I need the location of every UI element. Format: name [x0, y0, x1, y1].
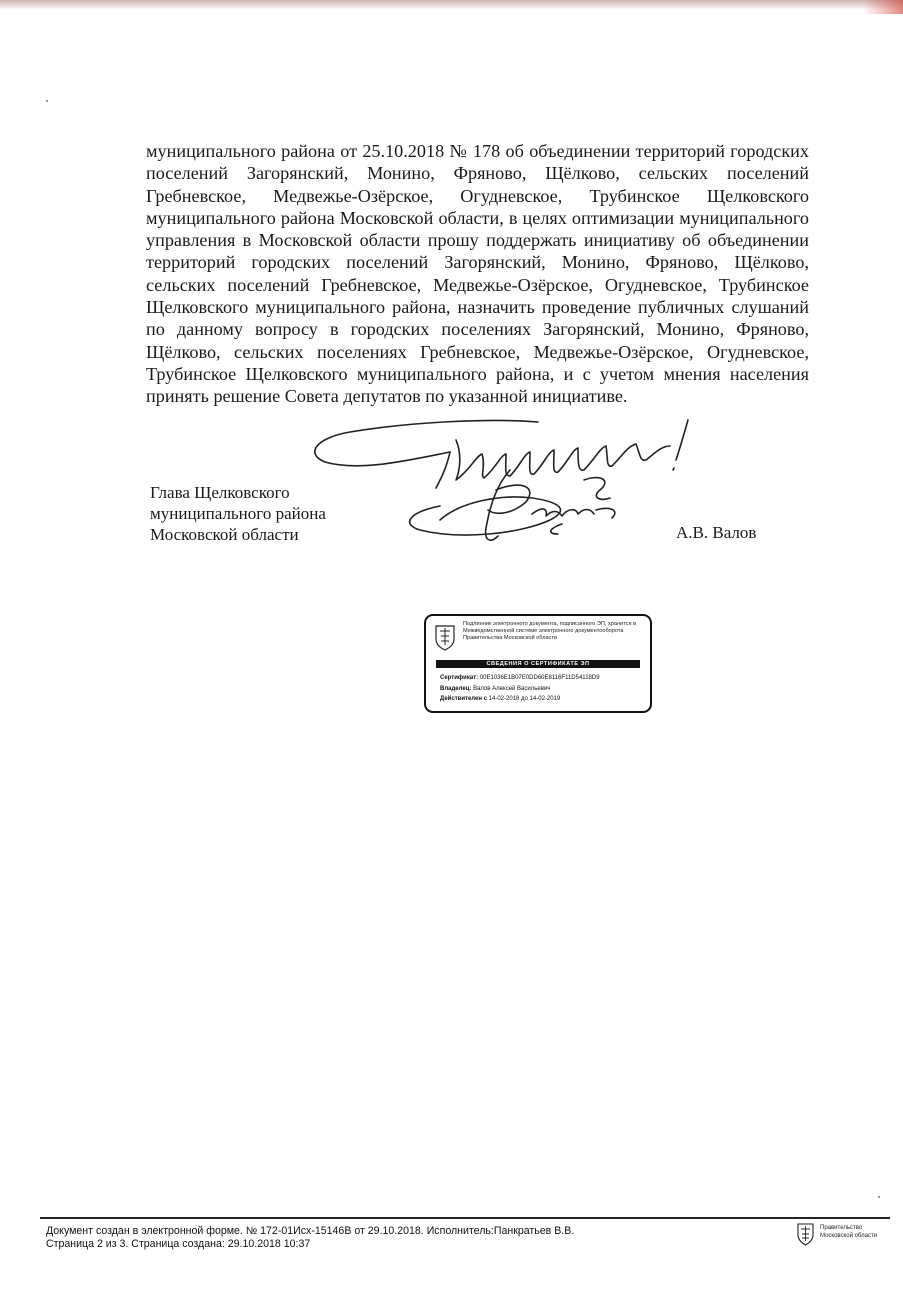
page-corner-tint [863, 0, 903, 14]
government-logo-text [820, 1225, 877, 1240]
scan-speck [878, 1196, 880, 1198]
footer-line-1: Документ создан в электронной форме. № 172-01Исх-15146В от 29.10.2018. Исполнитель:Панкратьев В.В. [46, 1225, 575, 1237]
stamp-valid-to-label: до [521, 696, 528, 702]
stamp-certificate-value: 00E1036E1B07E0DD60E8116F11D54118D9 [479, 675, 600, 681]
stamp-owner [440, 685, 550, 693]
stamp-header: Подлинник электронного документа, подписанного ЭП, хранится в Межведомственной системе электронного документооборота Правительства Московской области [463, 621, 637, 641]
stamp-certificate [440, 674, 600, 682]
handwritten-resolution-and-signature [300, 410, 720, 555]
government-logo-icon [796, 1222, 815, 1246]
stamp-owner-label: Владелец: [440, 686, 472, 692]
resolution-exclamation-dot [673, 468, 674, 470]
logo-text-line-2: Московской области [820, 1232, 878, 1239]
e-signature-stamp [424, 614, 652, 713]
stamp-certificate-label: Сертификат: [440, 675, 479, 681]
signer-name: А.В. Валов [676, 523, 757, 542]
footer-info [46, 1225, 574, 1251]
letter-body: муниципального района от 25.10.2018 № 178 об объединении территорий городских поселений Загорянский, Монино, Фряново, Щёлково, сельских поселений Гребневское, Медвежье-Озёрское, Огудневское, Трубинское Щелковского муниципального района Московской области, в целях оптимизации муниципального управления в Московской области прошу поддержать инициативу об объединении территорий городских поселений Загорянский, Монино, Фряново, Щёлково, сельских поселений Гребневское, Медвежье-Озёрское, Огудневское, Трубинское Щелковского муниципального района, назначить проведение публичных слушаний по данному вопросу в городских поселениях Загорянский, Монино, Фряново, Щёлково, сельских поселениях Гребневское, Медвежье-Озёрское, Огудневское, Трубинское Щелковского муниципального района, и с учетом мнения населения принять решение Совета депутатов по указанной инициативе. [146, 141, 809, 407]
scan-speck [46, 100, 48, 102]
stamp-validity [440, 695, 560, 703]
logo-text-line-1: Правительство [820, 1225, 863, 1231]
resolution-exclamation-stroke [676, 420, 688, 460]
stamp-bar-title: СВЕДЕНИЯ О СЕРТИФИКАТЕ ЭП [436, 660, 640, 668]
signature-stroke [410, 470, 561, 540]
signer-position-line: Московской области [150, 525, 299, 544]
moscow-region-emblem-icon [434, 623, 456, 651]
stamp-valid-from: 14-02-2018 [488, 696, 520, 702]
footer-divider [40, 1217, 890, 1219]
resolution-text: Поддержать! [300, 410, 306, 411]
stamp-valid-to: 14-02-2019 [529, 696, 561, 702]
resolution-word-stroke [436, 440, 670, 488]
resolution-loop-stroke [315, 420, 538, 465]
signer-position-line: Глава Щелковского [150, 483, 290, 502]
signer-position-line: муниципального района [150, 504, 326, 523]
footer-line-2: Страница 2 из 3. Страница создана: 29.10.2018 10:37 [46, 1238, 311, 1250]
stamp-valid-label: Действителен с [440, 696, 487, 702]
stamp-owner-value: Валов Алексей Васильевич [473, 686, 551, 692]
signature-tail-stroke [532, 478, 615, 534]
page-edge-shadow [0, 0, 903, 10]
